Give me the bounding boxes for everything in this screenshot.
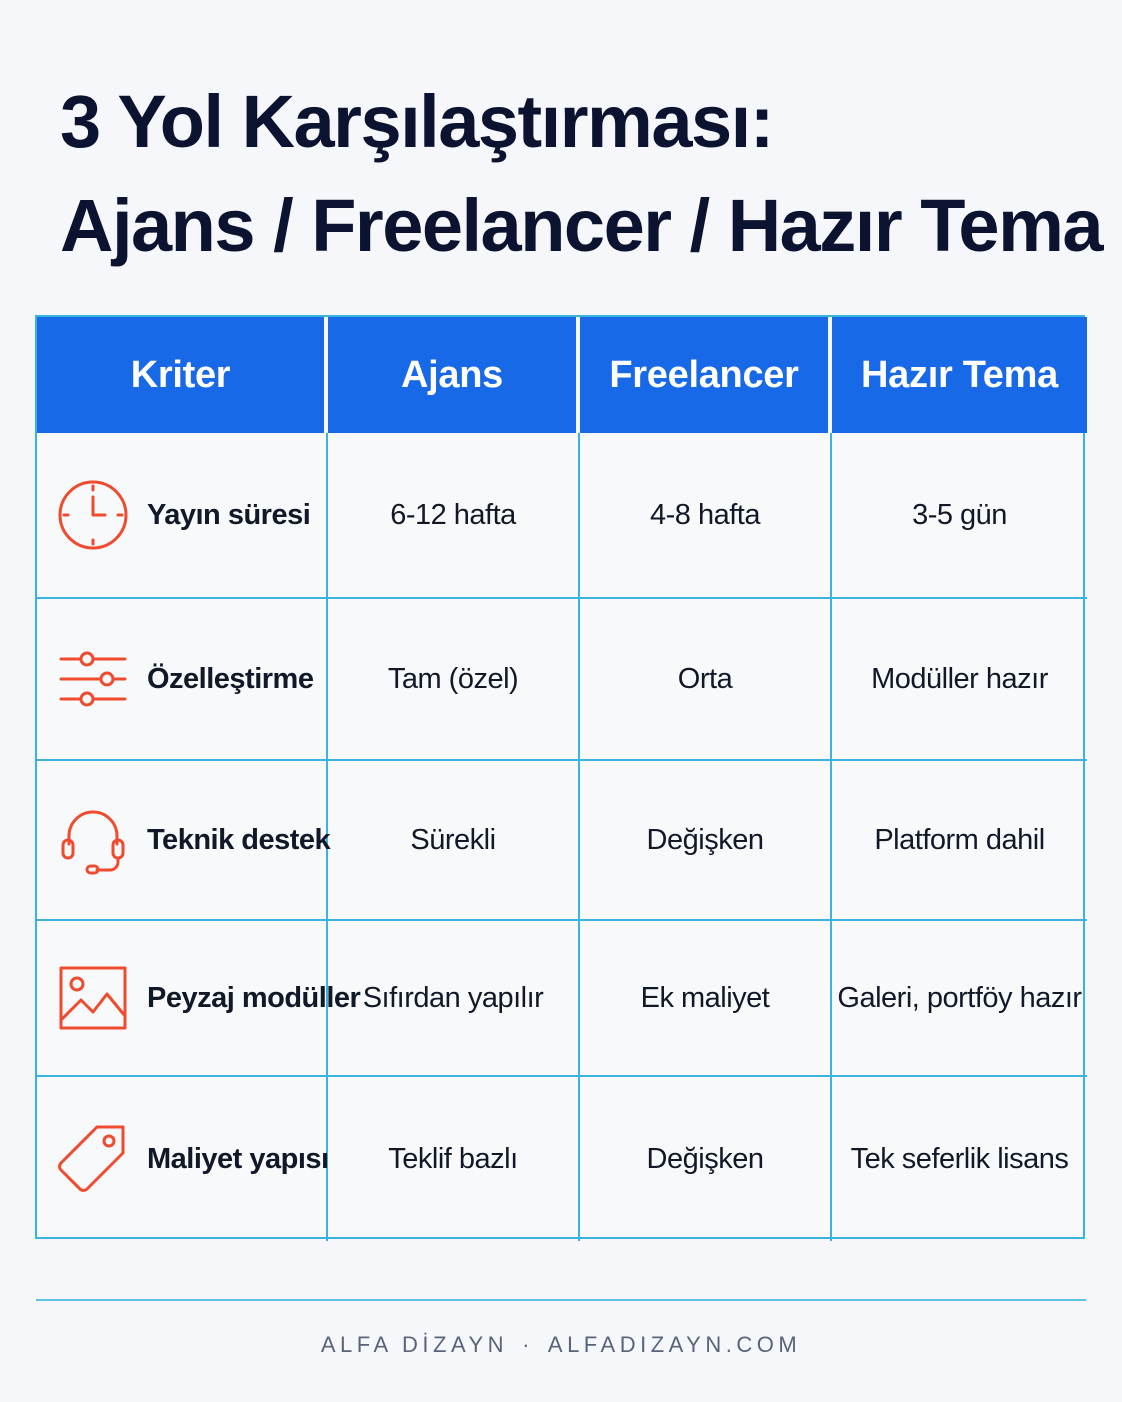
- footer-website: ALFADIZAYN.COM: [547, 1332, 802, 1357]
- table-cell-freelancer: 4-8 hafta: [580, 433, 832, 599]
- table-cell-ajans: Tam (özel): [328, 599, 580, 761]
- headset-icon: [55, 802, 131, 878]
- sliders-icon: [55, 641, 131, 717]
- header-ajans: Ajans: [328, 317, 580, 433]
- footer-brand: ALFA DİZAYN: [320, 1332, 509, 1357]
- criterion-cell-peyzaj-moduller: [37, 921, 361, 1077]
- criterion-cell-yayin-suresi: [37, 433, 328, 599]
- page-title-line-2: Ajans / Freelancer / Hazır Tema: [60, 184, 1103, 267]
- criterion-cell-maliyet-yapisi: [37, 1077, 328, 1241]
- price-tag-icon: [55, 1121, 131, 1197]
- criterion-label: Peyzaj modüller: [147, 981, 361, 1014]
- criterion-label: Teknik destek: [147, 823, 331, 856]
- image-icon: [55, 960, 131, 1036]
- table-cell-ajans: Sürekli: [328, 761, 580, 921]
- footer-divider: [36, 1299, 1086, 1301]
- clock-icon: [55, 477, 131, 553]
- comparison-table: [35, 315, 1085, 1239]
- criterion-cell-ozellestirme: [37, 599, 328, 761]
- table-cell-hazir-tema: Galeri, portföy hazır: [832, 921, 1087, 1077]
- table-cell-freelancer: Değişken: [580, 1077, 832, 1241]
- table-cell-hazir-tema: Modüller hazır: [832, 599, 1087, 761]
- table-cell-ajans: Sıfırdan yapılır: [328, 921, 580, 1077]
- table-cell-hazir-tema: Tek seferlik lisans: [850, 1142, 1069, 1175]
- header-hazir-tema: Hazır Tema: [832, 317, 1087, 433]
- table-cell-freelancer: Orta: [580, 599, 832, 761]
- footer-separator: ·: [522, 1332, 534, 1357]
- page-title-line-1: 3 Yol Karşılaştırması:: [60, 80, 773, 163]
- table-cell-freelancer: Ek maliyet: [580, 921, 832, 1077]
- table-cell-ajans: Teklif bazlı: [328, 1077, 580, 1241]
- table-cell-hazir-tema: 3-5 gün: [832, 433, 1087, 599]
- criterion-cell-teknik-destek: [37, 761, 331, 921]
- footer: [0, 1332, 1122, 1358]
- table-cell-ajans: 6-12 hafta: [328, 433, 580, 599]
- table-cell-hazir-tema: Platform dahil: [832, 761, 1087, 921]
- criterion-label: Özelleştirme: [147, 662, 314, 695]
- criterion-label: Maliyet yapısı: [147, 1142, 329, 1175]
- header-kriter: Kriter: [37, 317, 328, 433]
- page-title: [60, 70, 1103, 278]
- table-cell-freelancer: Değişken: [580, 761, 832, 921]
- criterion-label: Yayın süresi: [147, 498, 311, 531]
- header-freelancer: Freelancer: [580, 317, 832, 433]
